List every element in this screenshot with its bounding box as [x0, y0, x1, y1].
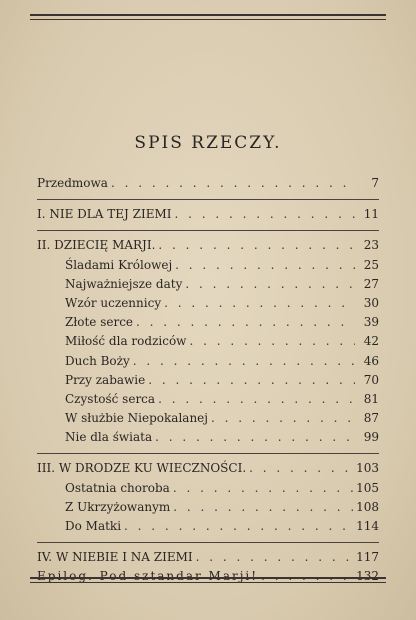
leader-dots	[158, 390, 355, 409]
toc-entry-page: 70	[363, 372, 379, 387]
toc-entry-page: 105	[356, 480, 379, 495]
table-of-contents	[37, 174, 379, 587]
toc-subentry	[37, 479, 379, 498]
toc-entry-label: Miłość dla rodziców	[65, 334, 187, 349]
toc-entry-chapter-4	[37, 548, 379, 567]
toc-entry-page: 99	[363, 430, 379, 445]
toc-entry-page: 87	[363, 411, 379, 426]
toc-subentry	[37, 275, 379, 294]
section-divider	[37, 224, 379, 231]
bottom-double-rule	[30, 577, 386, 583]
leader-dots	[124, 517, 354, 536]
toc-entry-label: Przedmowa	[37, 176, 108, 190]
toc-subentry	[37, 332, 379, 351]
section-divider	[37, 536, 379, 543]
toc-entry-page: 25	[363, 257, 379, 272]
toc-entry-chapter-1	[37, 205, 379, 224]
leader-dots	[155, 428, 355, 447]
toc-entry-label: II. DZIECIĘ MARJI.	[37, 238, 156, 253]
toc-entry-label: Duch Boży	[65, 353, 130, 368]
leader-dots	[158, 236, 355, 255]
toc-entry-label: Złote serce	[65, 315, 134, 330]
toc-subentry	[37, 428, 379, 447]
leader-dots	[136, 313, 355, 332]
toc-entry-label: Epilog. Pod sztandar Marji!	[37, 569, 259, 584]
toc-entry-page: 11	[363, 207, 379, 222]
toc-subentry	[37, 371, 379, 390]
toc-entry-page: 132	[356, 569, 379, 584]
toc-entry-page: 114	[356, 519, 379, 533]
toc-entry-label: Z Ukrzyżowanym	[65, 499, 171, 514]
toc-entry-page: 23	[363, 238, 379, 253]
section-divider	[37, 447, 379, 454]
leader-dots	[189, 332, 355, 351]
toc-entry-label: W służbie Niepokalanej	[65, 411, 208, 426]
toc-entry-label: Ostatnia choroba	[65, 480, 170, 495]
toc-subentry	[37, 409, 379, 428]
toc-entry-page: 81	[363, 391, 379, 406]
toc-entry-page: 39	[363, 315, 379, 330]
toc-subentry	[37, 294, 379, 313]
toc-entry-label: Czystość serca	[65, 391, 156, 406]
toc-subentry	[37, 352, 379, 371]
toc-subentry	[37, 313, 379, 332]
toc-entry-page: 46	[363, 353, 379, 368]
toc-entry-label: I. NIE DLA TEJ ZIEMI	[37, 207, 172, 222]
page-title: SPIS RZECZY.	[134, 133, 282, 153]
toc-entry-label: IV. W NIEBIE I NA ZIEMI	[37, 550, 193, 565]
leader-dots	[111, 174, 355, 193]
toc-entry-chapter-2	[37, 236, 379, 255]
leader-dots	[175, 256, 355, 275]
top-double-rule	[30, 14, 386, 20]
toc-entry-label: Do Matki	[65, 519, 122, 533]
leader-dots	[173, 498, 354, 517]
toc-subentry	[37, 256, 379, 275]
toc-entry-page: 103	[356, 461, 379, 476]
toc-entry-label: Nie dla świata	[65, 430, 153, 445]
leader-dots	[133, 352, 355, 371]
toc-entry-page: 42	[363, 334, 379, 349]
leader-dots	[185, 275, 355, 294]
toc-entry-przedmowa	[37, 174, 379, 193]
toc-subentry	[37, 498, 379, 517]
leader-dots	[164, 294, 355, 313]
leader-dots	[249, 459, 354, 478]
toc-entry-label: III. W DRODZE KU WIECZNOŚCI.	[37, 461, 247, 476]
toc-entry-label: Przy zabawie	[65, 372, 146, 387]
toc-subentry	[37, 517, 379, 536]
leader-dots	[175, 205, 355, 224]
section-divider	[37, 193, 379, 200]
toc-entry-page: 27	[363, 276, 379, 291]
toc-entry-page: 7	[371, 176, 379, 190]
toc-entry-chapter-3	[37, 459, 379, 478]
toc-entry-label: Najważniejsze daty	[65, 276, 183, 291]
toc-subentry	[37, 390, 379, 409]
toc-entry-page: 30	[363, 295, 379, 310]
toc-entry-page: 108	[356, 499, 379, 514]
toc-entry-page: 117	[356, 550, 379, 565]
leader-dots	[211, 409, 355, 428]
leader-dots	[173, 479, 354, 498]
toc-entry-label: Wzór uczennicy	[65, 295, 162, 310]
leader-dots	[148, 371, 355, 390]
leader-dots	[196, 548, 354, 567]
toc-entry-label: Śladami Królowej	[65, 257, 173, 272]
